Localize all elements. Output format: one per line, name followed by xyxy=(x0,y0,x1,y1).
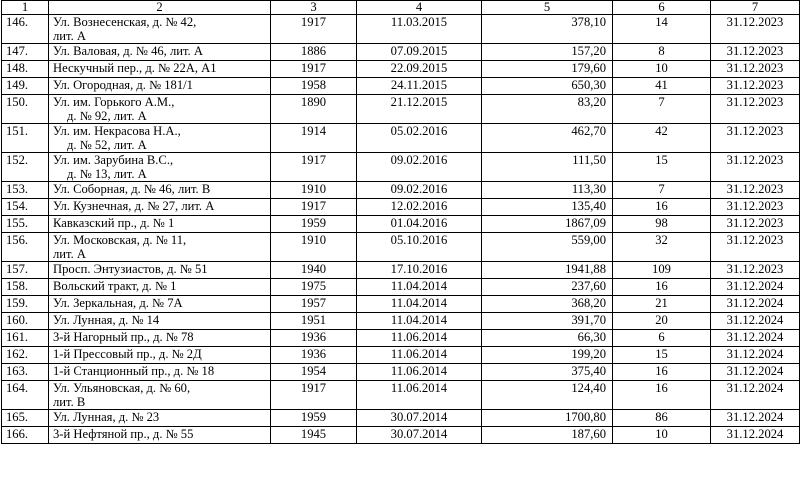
address-line: Ул. им. Некрасова Н.А., xyxy=(53,124,181,138)
row-area: 559,00 xyxy=(482,233,613,262)
row-date: 22.09.2015 xyxy=(357,61,482,78)
row-number: 154. xyxy=(2,199,49,216)
row-number: 165. xyxy=(2,410,49,427)
row-address xyxy=(49,44,271,61)
row-number: 158. xyxy=(2,279,49,296)
row-address xyxy=(49,233,271,262)
row-year: 1959 xyxy=(271,216,357,233)
row-address xyxy=(49,95,271,124)
col-header-deadline: 7 xyxy=(711,1,800,15)
row-area: 391,70 xyxy=(482,313,613,330)
address-line: д. № 92, лит. А xyxy=(67,109,147,123)
row-year: 1959 xyxy=(271,410,357,427)
address-line: Вольский тракт, д. № 1 xyxy=(53,279,177,293)
row-address xyxy=(49,279,271,296)
row-count: 109 xyxy=(613,262,711,279)
address-line: Ул. Соборная, д. № 46, лит. В xyxy=(53,182,211,196)
col-header-count: 6 xyxy=(613,1,711,15)
row-deadline: 31.12.2023 xyxy=(711,153,800,182)
row-area: 66,30 xyxy=(482,330,613,347)
row-address xyxy=(49,216,271,233)
address-line: Ул. Московская, д. № 11, xyxy=(53,233,187,247)
row-area: 462,70 xyxy=(482,124,613,153)
row-number: 163. xyxy=(2,364,49,381)
row-count: 6 xyxy=(613,330,711,347)
row-year: 1975 xyxy=(271,279,357,296)
row-date: 30.07.2014 xyxy=(357,427,482,444)
row-address xyxy=(49,153,271,182)
row-date: 11.06.2014 xyxy=(357,330,482,347)
row-number: 155. xyxy=(2,216,49,233)
row-count: 10 xyxy=(613,61,711,78)
row-date: 01.04.2016 xyxy=(357,216,482,233)
address-line: 3-й Нефтяной пр., д. № 55 xyxy=(53,427,194,441)
row-date: 11.04.2014 xyxy=(357,313,482,330)
row-count: 8 xyxy=(613,44,711,61)
address-line: Ул. Вознесенская, д. № 42, xyxy=(53,15,197,29)
row-year: 1936 xyxy=(271,330,357,347)
row-deadline: 31.12.2023 xyxy=(711,95,800,124)
row-area: 179,60 xyxy=(482,61,613,78)
address-line: лит. А xyxy=(53,247,86,261)
row-area: 83,20 xyxy=(482,95,613,124)
col-header-date: 4 xyxy=(357,1,482,15)
table-row xyxy=(2,381,800,410)
address-line: 1-й Станционный пр., д. № 18 xyxy=(53,364,215,378)
row-number: 162. xyxy=(2,347,49,364)
row-date: 07.09.2015 xyxy=(357,44,482,61)
row-count: 7 xyxy=(613,182,711,199)
row-area: 199,20 xyxy=(482,347,613,364)
table-row xyxy=(2,313,800,330)
address-line: Ул. Валовая, д. № 46, лит. А xyxy=(53,44,203,58)
row-deadline: 31.12.2023 xyxy=(711,78,800,95)
table-row xyxy=(2,216,800,233)
row-address xyxy=(49,296,271,313)
row-number: 147. xyxy=(2,44,49,61)
address-line: 3-й Нагорный пр., д. № 78 xyxy=(53,330,194,344)
row-deadline: 31.12.2024 xyxy=(711,279,800,296)
row-year: 1917 xyxy=(271,61,357,78)
row-number: 152. xyxy=(2,153,49,182)
col-header-number: 1 xyxy=(2,1,49,15)
address-line: д. № 52, лит. А xyxy=(67,138,147,152)
row-area: 237,60 xyxy=(482,279,613,296)
row-area: 1941,88 xyxy=(482,262,613,279)
row-year: 1917 xyxy=(271,381,357,410)
row-address xyxy=(49,78,271,95)
col-header-year: 3 xyxy=(271,1,357,15)
row-deadline: 31.12.2023 xyxy=(711,61,800,78)
row-year: 1957 xyxy=(271,296,357,313)
table-row xyxy=(2,279,800,296)
row-year: 1945 xyxy=(271,427,357,444)
row-count: 16 xyxy=(613,381,711,410)
table-row xyxy=(2,427,800,444)
row-deadline: 31.12.2024 xyxy=(711,313,800,330)
row-date: 24.11.2015 xyxy=(357,78,482,95)
row-address xyxy=(49,330,271,347)
row-year: 1890 xyxy=(271,95,357,124)
row-count: 10 xyxy=(613,427,711,444)
row-date: 21.12.2015 xyxy=(357,95,482,124)
row-number: 151. xyxy=(2,124,49,153)
address-line: Ул. Зеркальная, д. № 7А xyxy=(53,296,183,310)
row-year: 1917 xyxy=(271,153,357,182)
row-count: 86 xyxy=(613,410,711,427)
row-date: 11.06.2014 xyxy=(357,364,482,381)
row-address xyxy=(49,410,271,427)
address-line: Ул. Ульяновская, д. № 60, xyxy=(53,381,191,395)
row-address xyxy=(49,182,271,199)
row-deadline: 31.12.2024 xyxy=(711,296,800,313)
row-year: 1910 xyxy=(271,182,357,199)
row-deadline: 31.12.2023 xyxy=(711,15,800,44)
row-address xyxy=(49,15,271,44)
row-count: 16 xyxy=(613,199,711,216)
address-line: Кавказский пр., д. № 1 xyxy=(53,216,175,230)
address-line: лит. В xyxy=(53,395,86,409)
row-year: 1917 xyxy=(271,15,357,44)
row-number: 146. xyxy=(2,15,49,44)
table-row xyxy=(2,347,800,364)
row-count: 21 xyxy=(613,296,711,313)
address-line: лит. А xyxy=(53,29,86,43)
row-address xyxy=(49,381,271,410)
address-line: Ул. Кузнечная, д. № 27, лит. А xyxy=(53,199,215,213)
row-date: 11.06.2014 xyxy=(357,347,482,364)
table-row xyxy=(2,153,800,182)
table-row xyxy=(2,78,800,95)
table-row xyxy=(2,124,800,153)
row-date: 11.04.2014 xyxy=(357,296,482,313)
row-area: 1700,80 xyxy=(482,410,613,427)
housing-table xyxy=(1,0,800,444)
row-count: 16 xyxy=(613,364,711,381)
address-line: Просп. Энтузиастов, д. № 51 xyxy=(53,262,208,276)
row-area: 375,40 xyxy=(482,364,613,381)
row-number: 160. xyxy=(2,313,49,330)
table-row xyxy=(2,61,800,78)
row-number: 156. xyxy=(2,233,49,262)
row-year: 1936 xyxy=(271,347,357,364)
col-header-address: 2 xyxy=(49,1,271,15)
row-area: 1867,09 xyxy=(482,216,613,233)
row-deadline: 31.12.2023 xyxy=(711,199,800,216)
row-area: 187,60 xyxy=(482,427,613,444)
row-deadline: 31.12.2024 xyxy=(711,330,800,347)
table-row xyxy=(2,15,800,44)
row-year: 1951 xyxy=(271,313,357,330)
row-count: 15 xyxy=(613,153,711,182)
row-deadline: 31.12.2024 xyxy=(711,381,800,410)
row-count: 42 xyxy=(613,124,711,153)
row-count: 20 xyxy=(613,313,711,330)
row-count: 15 xyxy=(613,347,711,364)
row-area: 650,30 xyxy=(482,78,613,95)
row-deadline: 31.12.2023 xyxy=(711,216,800,233)
row-date: 11.06.2014 xyxy=(357,381,482,410)
row-number: 159. xyxy=(2,296,49,313)
row-number: 166. xyxy=(2,427,49,444)
table-row xyxy=(2,410,800,427)
table-row xyxy=(2,95,800,124)
row-number: 161. xyxy=(2,330,49,347)
table-row xyxy=(2,364,800,381)
row-date: 30.07.2014 xyxy=(357,410,482,427)
row-number: 164. xyxy=(2,381,49,410)
address-line: д. № 13, лит. А xyxy=(67,167,147,181)
row-date: 05.10.2016 xyxy=(357,233,482,262)
row-deadline: 31.12.2023 xyxy=(711,124,800,153)
table-row xyxy=(2,296,800,313)
row-count: 14 xyxy=(613,15,711,44)
row-deadline: 31.12.2023 xyxy=(711,233,800,262)
row-address xyxy=(49,364,271,381)
address-line: Ул. им. Зарубина В.С., xyxy=(53,153,174,167)
row-number: 153. xyxy=(2,182,49,199)
row-area: 124,40 xyxy=(482,381,613,410)
row-deadline: 31.12.2023 xyxy=(711,44,800,61)
row-address xyxy=(49,427,271,444)
row-count: 98 xyxy=(613,216,711,233)
row-area: 378,10 xyxy=(482,15,613,44)
row-address xyxy=(49,199,271,216)
row-date: 17.10.2016 xyxy=(357,262,482,279)
table-row xyxy=(2,262,800,279)
row-year: 1886 xyxy=(271,44,357,61)
table-row xyxy=(2,199,800,216)
row-area: 113,30 xyxy=(482,182,613,199)
address-line: Ул. Огородная, д. № 181/1 xyxy=(53,78,193,92)
row-deadline: 31.12.2023 xyxy=(711,262,800,279)
row-area: 157,20 xyxy=(482,44,613,61)
row-date: 12.02.2016 xyxy=(357,199,482,216)
row-year: 1910 xyxy=(271,233,357,262)
row-address xyxy=(49,262,271,279)
col-header-area: 5 xyxy=(482,1,613,15)
row-year: 1954 xyxy=(271,364,357,381)
row-area: 368,20 xyxy=(482,296,613,313)
row-count: 16 xyxy=(613,279,711,296)
row-year: 1940 xyxy=(271,262,357,279)
address-line: 1-й Прессовый пр., д. № 2Д xyxy=(53,347,202,361)
row-deadline: 31.12.2023 xyxy=(711,182,800,199)
row-date: 11.03.2015 xyxy=(357,15,482,44)
row-area: 135,40 xyxy=(482,199,613,216)
row-date: 09.02.2016 xyxy=(357,153,482,182)
row-deadline: 31.12.2024 xyxy=(711,364,800,381)
row-date: 09.02.2016 xyxy=(357,182,482,199)
row-date: 11.04.2014 xyxy=(357,279,482,296)
row-address xyxy=(49,61,271,78)
row-deadline: 31.12.2024 xyxy=(711,410,800,427)
table-row xyxy=(2,330,800,347)
row-year: 1914 xyxy=(271,124,357,153)
row-number: 149. xyxy=(2,78,49,95)
row-count: 41 xyxy=(613,78,711,95)
row-address xyxy=(49,347,271,364)
row-year: 1958 xyxy=(271,78,357,95)
address-line: Ул. Лунная, д. № 23 xyxy=(53,410,160,424)
row-address xyxy=(49,124,271,153)
table-row xyxy=(2,233,800,262)
row-deadline: 31.12.2024 xyxy=(711,427,800,444)
row-number: 150. xyxy=(2,95,49,124)
header-row xyxy=(2,1,800,15)
row-year: 1917 xyxy=(271,199,357,216)
address-line: Ул. им. Горького А.М., xyxy=(53,95,175,109)
row-count: 32 xyxy=(613,233,711,262)
address-line: Ул. Лунная, д. № 14 xyxy=(53,313,160,327)
address-line: Нескучный пер., д. № 22А, А1 xyxy=(53,61,217,75)
row-number: 148. xyxy=(2,61,49,78)
table-row xyxy=(2,44,800,61)
row-count: 7 xyxy=(613,95,711,124)
row-number: 157. xyxy=(2,262,49,279)
table-row xyxy=(2,182,800,199)
row-area: 111,50 xyxy=(482,153,613,182)
row-address xyxy=(49,313,271,330)
row-deadline: 31.12.2024 xyxy=(711,347,800,364)
row-date: 05.02.2016 xyxy=(357,124,482,153)
